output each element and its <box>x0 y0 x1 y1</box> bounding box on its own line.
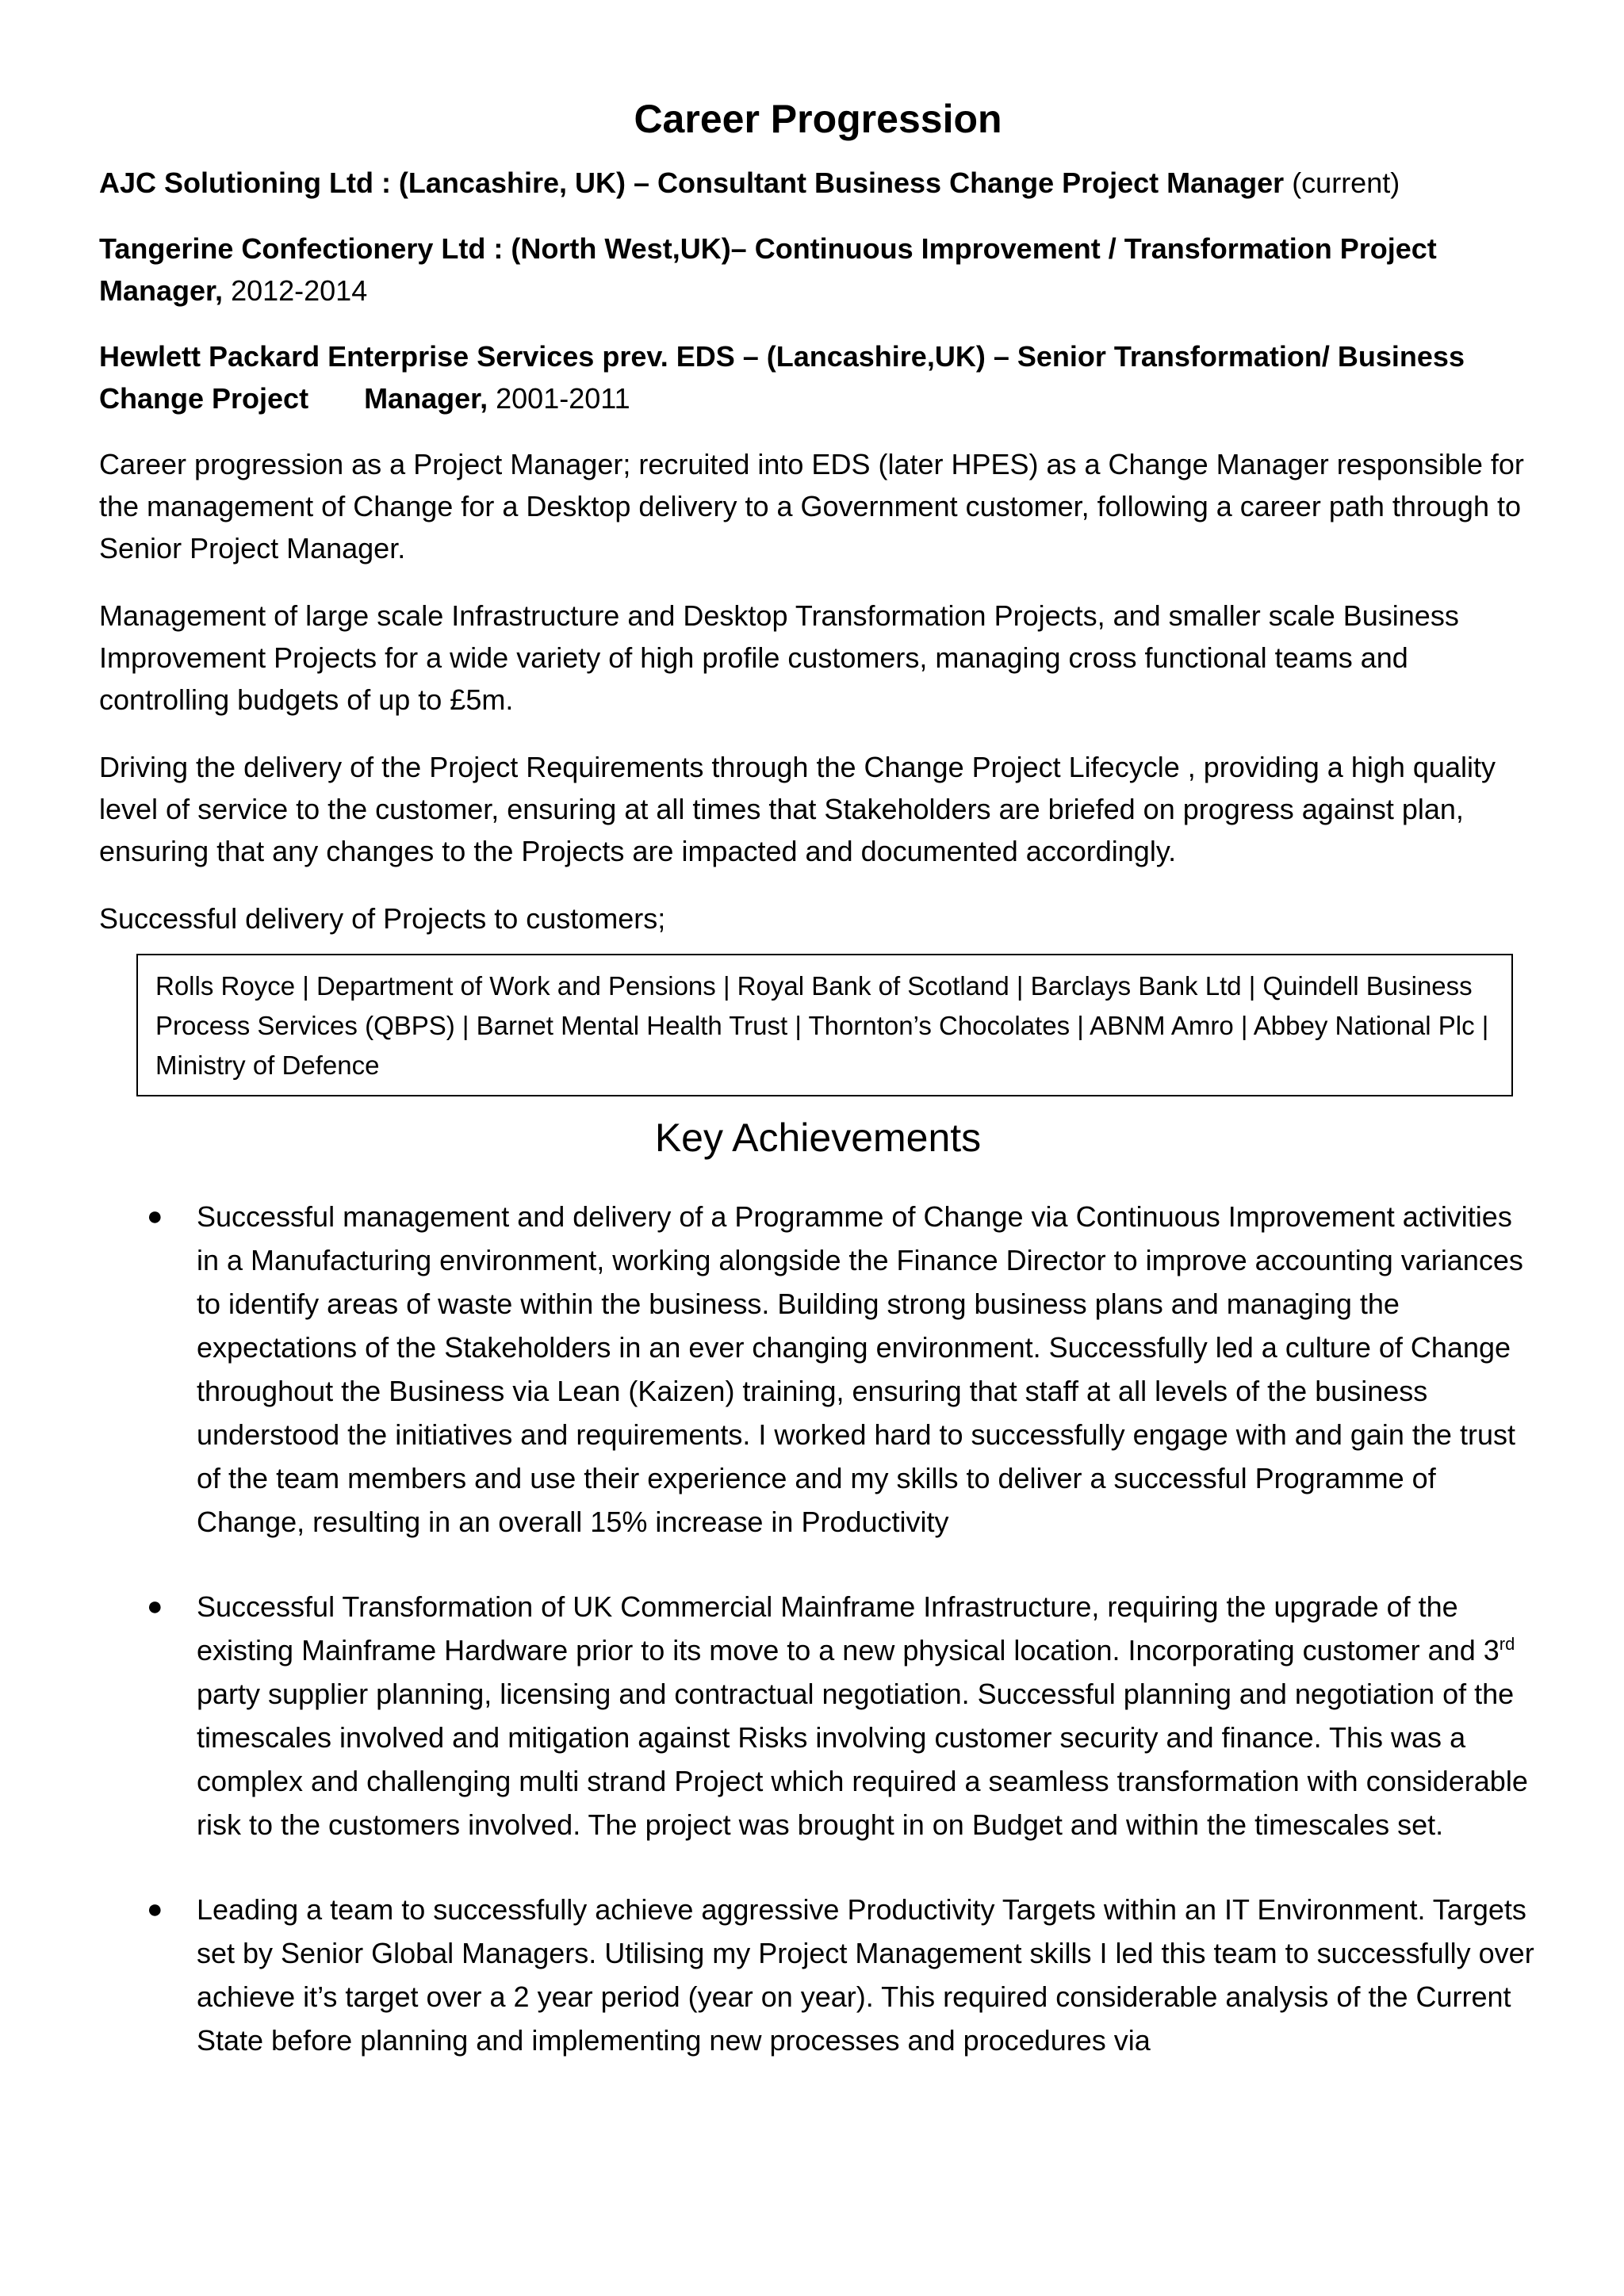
summary-paragraph: Management of large scale Infrastructure and Desktop Transformation Projects, and smaller scale Business Improvement Projects for a wide variety of high profile customers, managing cross functional teams and controlling budgets of up to £5m. <box>99 599 1459 716</box>
job-entry-hp <box>99 335 1537 419</box>
job-entry-ajc <box>99 162 1537 204</box>
achievement-item <box>99 1888 1537 2062</box>
achievement-text: Leading a team to successfully achieve aggressive Productivity Targets within an IT Environment. Targets set by Senior Global Managers. Utilising my Project Management skills I led this team to successfully over achieve it’s target over a 2 year period (year on year). This required considerable analysis of the Current State before planning and implementing new processes and procedures via <box>197 1893 1534 2057</box>
achievement-text: party supplier planning, licensing and contractual negotiation. Successful planning and negotiation of the timescales involved and mitigation against Risks involving customer security and finance. This was a complex and challenging multi strand Project which required a seamless transformation with considerable risk to the customers involved. The project was brought in on Budget and within the timescales set. <box>197 1678 1528 1841</box>
bullet-icon: ● <box>147 1201 163 1231</box>
job-dates: 2001-2011 <box>488 382 630 415</box>
achievement-text: Successful Transformation of UK Commercial Mainframe Infrastructure, requiring the upgrade of the existing Mainframe Hardware prior to its move to a new physical location. Incorporating customer and 3 <box>197 1590 1500 1667</box>
clients-box: Rolls Royce | Department of Work and Pensions | Royal Bank of Scotland | Barclays Bank Ltd | Quindell Business Process Services (QBPS) | Barnet Mental Health Trust | Thornton’s Chocolates | ABNM Amro | Abbey National Plc | Ministry of Defence <box>136 954 1513 1096</box>
job-dates: (current) <box>1284 166 1400 199</box>
achievement-item <box>99 1195 1537 1544</box>
job-dates: 2012-2014 <box>223 274 368 307</box>
summary-paragraph: Driving the delivery of the Project Requirements through the Change Project Lifecycle , providing a high quality level of service to the customer, ensuring at all times that Stakeholders are briefed on progress against plan, ensuring that any changes to the Projects are impacted and documented accordingly. <box>99 751 1496 867</box>
ordinal-suffix: rd <box>1499 1634 1515 1654</box>
job-entry-tangerine <box>99 228 1537 312</box>
achievement-text: Successful management and delivery of a Programme of Change via Continuous Improvement activities in a Manufacturing environment, working alongside the Finance Director to improve accounting variances to identify areas of waste within the business. Building strong business plans and managing the expectations of the Stakeholders in an ever changing environment. Successfully led a culture of Change throughout the Business via Lean (Kaizen) training, ensuring that staff at all levels of the business understood the initiatives and requirements. I worked hard to successfully engage with and gain the trust of the team members and use their experience and my skills to deliver a successful Programme of Change, resulting in an overall 15% increase in Productivity <box>197 1200 1523 1538</box>
page-title: Career Progression <box>634 97 1002 141</box>
customers-intro: Successful delivery of Projects to customers; <box>99 902 666 935</box>
job-title: Tangerine Confectionery Ltd : (North West,UK)– Continuous Improvement / Transformation Project Manager, <box>99 232 1437 307</box>
job-title: Hewlett Packard Enterprise Services prev. EDS – (Lancashire,UK) – Senior Transformation/ Business Change Project Manager, <box>99 340 1465 415</box>
achievements-heading: Key Achievements <box>654 1115 982 1160</box>
bullet-icon: ● <box>147 1894 163 1924</box>
summary-paragraph: Career progression as a Project Manager; recruited into EDS (later HPES) as a Change Manager responsible for the management of Change for a Desktop delivery to a Government customer, following a career path through to Senior Project Manager. <box>99 448 1524 564</box>
bullet-icon: ● <box>147 1591 163 1621</box>
achievement-item <box>99 1585 1537 1846</box>
job-title: AJC Solutioning Ltd : (Lancashire, UK) – Consultant Business Change Project Manager <box>99 166 1285 199</box>
achievements-list <box>99 1195 1537 2062</box>
